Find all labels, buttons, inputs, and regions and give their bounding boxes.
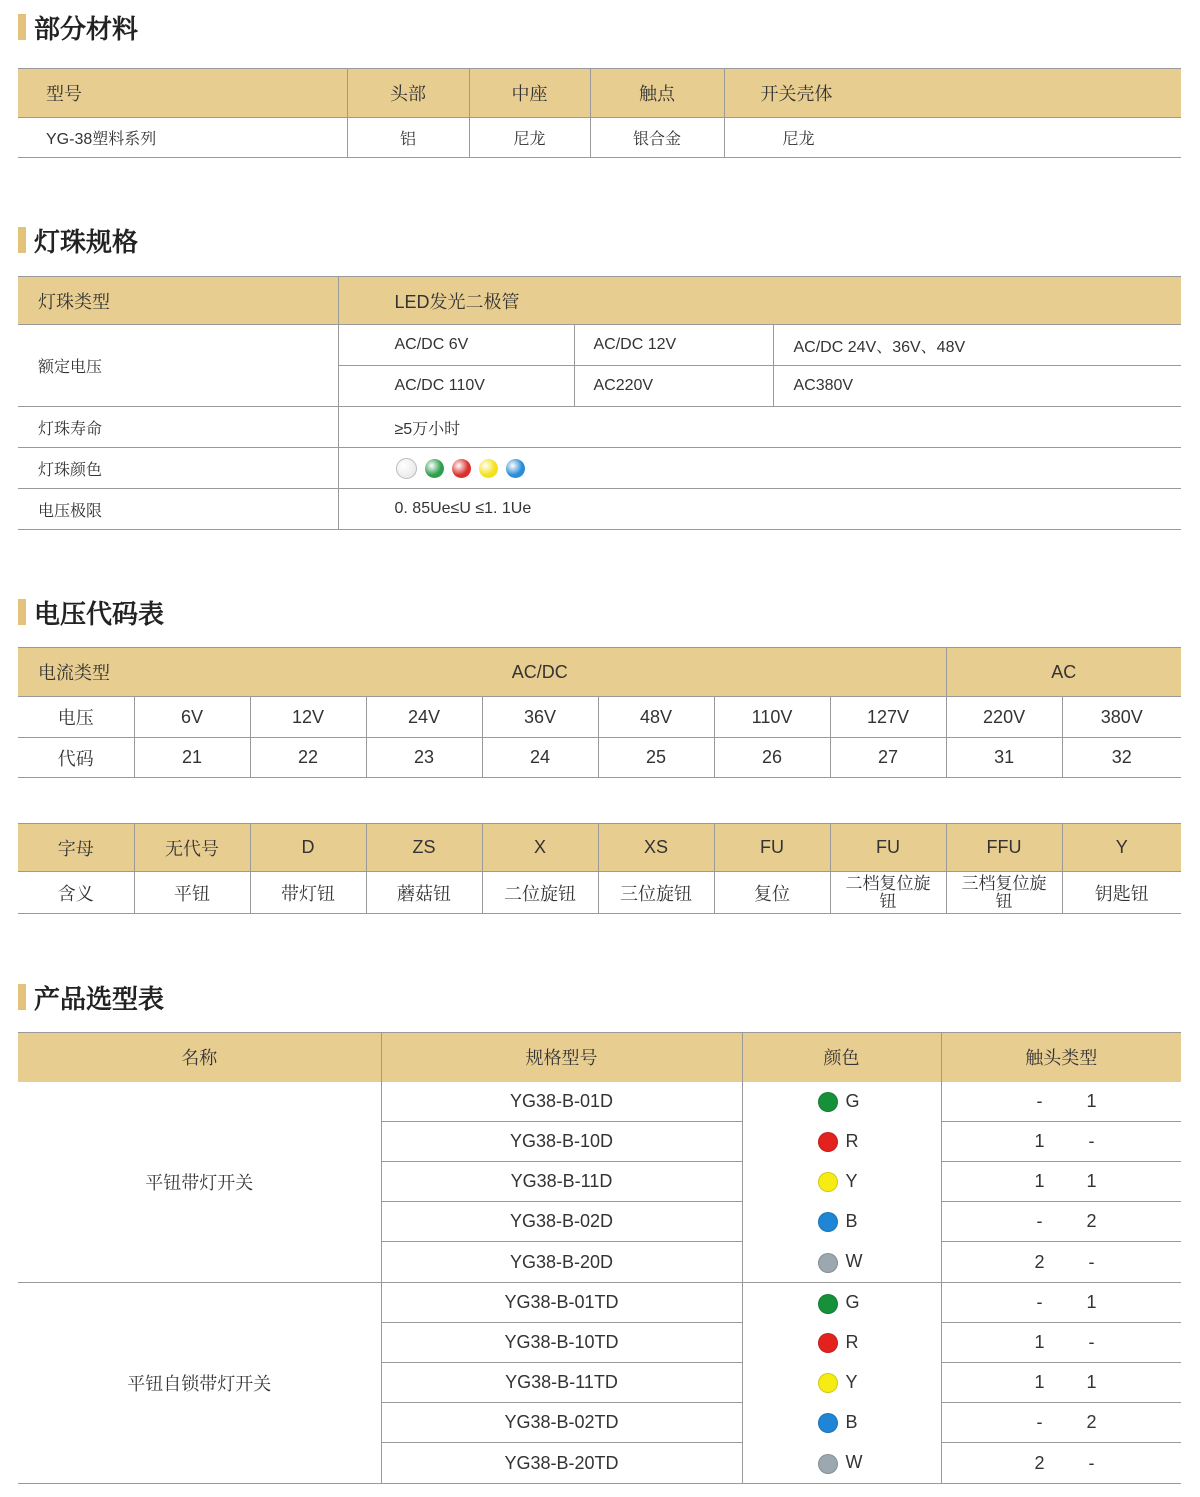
meaning-cell: 蘑菇钮 [366, 872, 482, 914]
green-led-icon [425, 459, 444, 478]
contact-no: - [1088, 1332, 1095, 1352]
letter-cell: X [482, 824, 598, 872]
model-cell: YG38-B-20TD [381, 1443, 742, 1484]
cell-head: 铝 [347, 118, 469, 158]
voltage-cell: 6V [134, 697, 250, 738]
contact-type-cell [941, 1283, 1181, 1323]
contact-no: 1 [1086, 1171, 1097, 1191]
voltage-cell: 12V [250, 697, 366, 738]
contact-type-cell [941, 1202, 1181, 1242]
color-code: R [845, 1130, 859, 1151]
voltage-cell: 24V [366, 697, 482, 738]
voltage-cell: 36V [482, 697, 598, 738]
meaning-cell: 三位旋钮 [598, 872, 714, 914]
color-cell [742, 1443, 941, 1484]
model-cell: YG38-B-11TD [381, 1363, 742, 1403]
contact-type-cell [941, 1242, 1181, 1283]
led-type-value: LED发光二极管 [338, 277, 1181, 325]
model-cell: YG38-B-10D [381, 1122, 742, 1162]
contact-nc: 1 [1034, 1171, 1045, 1191]
contact-no: 1 [1086, 1090, 1097, 1111]
header-base: 中座 [469, 69, 590, 118]
code-cell: 23 [366, 738, 482, 778]
cell-contact: 银合金 [590, 118, 724, 158]
color-code: Y [845, 1371, 858, 1392]
color-cell [742, 1363, 941, 1403]
color-cell [742, 1082, 941, 1122]
voltage-cell: 127V [830, 697, 946, 738]
contact-no: - [1088, 1251, 1095, 1272]
color-dot-icon [818, 1092, 838, 1112]
color-cell [742, 1323, 941, 1363]
contact-no: 2 [1086, 1412, 1097, 1432]
life-row [18, 407, 1181, 448]
color-label: 灯珠颜色 [18, 448, 338, 489]
code-cell: 31 [946, 738, 1062, 778]
letter-row-label: 字母 [18, 824, 134, 872]
meaning-row [18, 872, 1181, 914]
section-title-text: 部分材料 [34, 14, 139, 45]
contact-type-cell [941, 1082, 1181, 1122]
contact-nc: 2 [1034, 1251, 1045, 1272]
color-cell [742, 1283, 941, 1323]
code-cell: 22 [250, 738, 366, 778]
acdc-label: AC/DC [134, 648, 946, 697]
contact-nc: - [1036, 1211, 1043, 1231]
life-label: 灯珠寿命 [18, 407, 338, 448]
title-accent-bar [18, 599, 26, 625]
model-cell: YG38-B-11D [381, 1162, 742, 1202]
header-spec: 规格型号 [381, 1033, 742, 1082]
contact-type-cell [941, 1122, 1181, 1162]
letter-cell: Y [1062, 824, 1181, 872]
model-cell: YG38-B-02D [381, 1202, 742, 1242]
letter-cell: 无代号 [134, 824, 250, 872]
letter-cell: FFU [946, 824, 1062, 872]
color-cell [742, 1122, 941, 1162]
contact-type-cell [941, 1162, 1181, 1202]
code-cell: 26 [714, 738, 830, 778]
ac-label: AC [946, 648, 1181, 697]
section-title-text: 电压代码表 [34, 599, 165, 630]
contact-nc: 1 [1034, 1332, 1045, 1352]
letter-cell: FU [714, 824, 830, 872]
contact-type-cell [941, 1363, 1181, 1403]
contact-nc: - [1036, 1412, 1043, 1432]
color-code: W [845, 1250, 863, 1271]
code-cell: 25 [598, 738, 714, 778]
letter-cell: D [250, 824, 366, 872]
limit-label: 电压极限 [18, 489, 338, 530]
color-code: B [845, 1411, 858, 1432]
code-cell: 21 [134, 738, 250, 778]
section-title-led [18, 223, 138, 257]
model-cell: YG38-B-02TD [381, 1403, 742, 1443]
voltage-cell: 110V [714, 697, 830, 738]
model-cell: YG38-B-01TD [381, 1283, 742, 1323]
section-title-voltage-code [18, 595, 164, 629]
letter-cell: FU [830, 824, 946, 872]
color-cell [742, 1202, 941, 1242]
header-housing: 开关壳体 [724, 69, 1181, 118]
contact-no: 1 [1086, 1292, 1097, 1312]
voltage-cell: 48V [598, 697, 714, 738]
limit-row [18, 489, 1181, 530]
section-title-text: 产品选型表 [34, 984, 165, 1015]
color-dot-icon [818, 1333, 838, 1353]
color-code: G [845, 1090, 860, 1111]
selection-row [18, 1283, 1181, 1323]
contact-type-cell [941, 1323, 1181, 1363]
color-dot-icon [818, 1132, 838, 1152]
cell-base: 尼龙 [469, 118, 590, 158]
selection-row [18, 1082, 1181, 1122]
color-code: W [845, 1451, 863, 1472]
contact-no: 1 [1086, 1372, 1097, 1392]
letter-row [18, 824, 1181, 872]
voltage-row-label: 电压 [18, 697, 134, 738]
contact-no: - [1088, 1452, 1095, 1473]
color-dot-icon [818, 1373, 838, 1393]
meaning-row-label: 含义 [18, 872, 134, 914]
materials-header-row [18, 69, 1181, 118]
header-model: 型号 [18, 69, 347, 118]
white-led-icon [396, 458, 417, 479]
section-title-selection [18, 980, 164, 1014]
voltage-cell: 220V [946, 697, 1062, 738]
voltage-row-1 [18, 325, 1181, 366]
current-type-label: 电流类型 [18, 648, 134, 697]
meaning-cell: 三档复位旋钮 [946, 872, 1062, 914]
color-code: Y [845, 1170, 858, 1191]
led-header-row [18, 277, 1181, 325]
color-dot-icon [818, 1413, 838, 1433]
code-cell: 27 [830, 738, 946, 778]
meaning-cell: 平钮 [134, 872, 250, 914]
voltage-cell: 380V [1062, 697, 1181, 738]
yellow-led-icon [479, 459, 498, 478]
section-title-text: 灯珠规格 [34, 227, 139, 258]
color-cell [742, 1162, 941, 1202]
voltage-value: AC/DC 110V [338, 366, 574, 407]
voltage-value: AC220V [574, 366, 773, 407]
code-cell: 24 [482, 738, 598, 778]
title-accent-bar [18, 14, 26, 40]
code-row-label: 代码 [18, 738, 134, 778]
voltage-value: AC/DC 6V [338, 325, 574, 366]
contact-type-cell [941, 1403, 1181, 1443]
current-type-row [18, 648, 1181, 697]
letter-table [18, 823, 1181, 914]
group-name: 平钮自锁带灯开关 [18, 1283, 381, 1484]
header-contact-type: 触头类型 [941, 1033, 1181, 1082]
meaning-cell: 带灯钮 [250, 872, 366, 914]
letter-cell: XS [598, 824, 714, 872]
color-dot-icon [818, 1172, 838, 1192]
color-cell [742, 1242, 941, 1283]
color-dot-icon [818, 1454, 838, 1474]
header-color: 颜色 [742, 1033, 941, 1082]
contact-nc: 1 [1034, 1131, 1045, 1151]
voltage-value: AC380V [773, 366, 1181, 407]
model-cell: YG38-B-20D [381, 1242, 742, 1283]
header-head: 头部 [347, 69, 469, 118]
voltage-value: AC/DC 24V、36V、48V [773, 325, 1181, 366]
section-title-materials [18, 10, 138, 44]
color-code: R [845, 1331, 859, 1352]
meaning-cell: 二位旋钮 [482, 872, 598, 914]
color-cell [742, 1403, 941, 1443]
title-accent-bar [18, 984, 26, 1010]
led-type-label: 灯珠类型 [18, 277, 338, 325]
contact-nc: - [1036, 1292, 1043, 1312]
color-dot-icon [818, 1294, 838, 1314]
selection-table [18, 1032, 1181, 1484]
materials-table [18, 68, 1181, 158]
materials-row [18, 118, 1181, 158]
voltage-row [18, 697, 1181, 738]
meaning-cell: 复位 [714, 872, 830, 914]
color-code: G [845, 1291, 860, 1312]
color-swatches [338, 448, 1181, 489]
header-contact: 触点 [590, 69, 724, 118]
contact-type-cell [941, 1443, 1181, 1484]
meaning-cell: 二档复位旋钮 [830, 872, 946, 914]
selection-header-row [18, 1033, 1181, 1082]
color-dot-icon [818, 1253, 838, 1273]
red-led-icon [452, 459, 471, 478]
color-row [18, 448, 1181, 489]
led-table [18, 276, 1181, 530]
limit-value: 0. 85Ue≤U ≤1. 1Ue [338, 489, 1181, 530]
cell-housing: 尼龙 [724, 118, 1181, 158]
voltage-value: AC/DC 12V [574, 325, 773, 366]
cell-model: YG-38塑料系列 [18, 118, 347, 158]
code-cell: 32 [1062, 738, 1181, 778]
model-cell: YG38-B-10TD [381, 1323, 742, 1363]
color-dot-icon [818, 1212, 838, 1232]
blue-led-icon [506, 459, 525, 478]
voltage-label: 额定电压 [18, 325, 338, 407]
title-accent-bar [18, 227, 26, 253]
contact-nc: 2 [1034, 1452, 1045, 1473]
contact-nc: - [1036, 1090, 1043, 1111]
voltage-code-table [18, 647, 1181, 778]
group-name: 平钮带灯开关 [18, 1082, 381, 1283]
meaning-cell: 钥匙钮 [1062, 872, 1181, 914]
header-name: 名称 [18, 1033, 381, 1082]
contact-no: - [1088, 1131, 1095, 1151]
contact-no: 2 [1086, 1211, 1097, 1231]
model-cell: YG38-B-01D [381, 1082, 742, 1122]
color-code: B [845, 1210, 858, 1231]
life-value: ≥5万小时 [338, 407, 1181, 448]
contact-nc: 1 [1034, 1372, 1045, 1392]
code-row [18, 738, 1181, 778]
letter-cell: ZS [366, 824, 482, 872]
